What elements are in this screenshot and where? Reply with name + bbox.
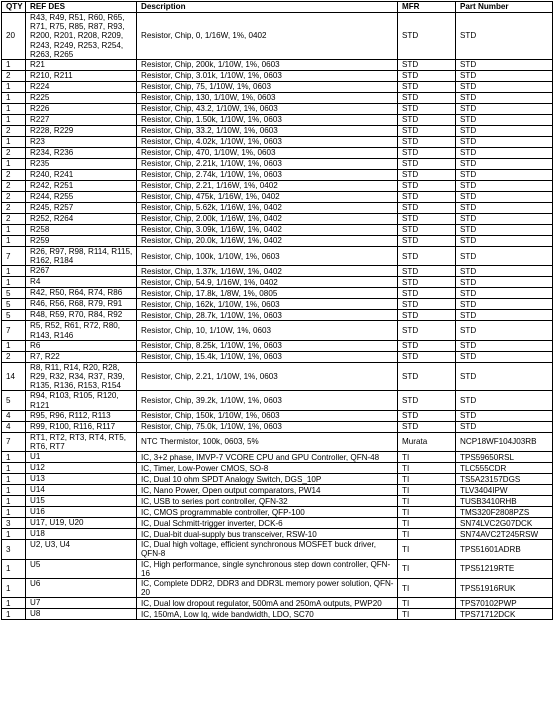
header-row — [2, 2, 553, 13]
description-cell: Resistor, Chip, 54.9, 1/16W, 1%, 0402 — [137, 277, 398, 288]
ref-des-cell: R43, R49, R51, R60, R65, R71, R75, R85, R87, R93, R200, R201, R208, R209, R243, R249, R253, R254, R263, R265 — [26, 13, 137, 60]
part-number-cell: STD — [456, 351, 553, 362]
qty-cell: 3 — [2, 540, 26, 559]
qty-cell: 7 — [2, 432, 26, 451]
part-number-cell: STD — [456, 60, 553, 71]
qty-cell: 2 — [2, 71, 26, 82]
ref-des-cell: U5 — [26, 559, 137, 578]
col-header-mfr: MFR — [398, 2, 456, 13]
col-header-description: Description — [137, 2, 398, 13]
ref-des-cell: R5, R52, R61, R72, R80, R143, R146 — [26, 321, 137, 340]
ref-des-cell: R227 — [26, 115, 137, 126]
qty-cell: 1 — [2, 507, 26, 518]
part-number-cell: TPS70102PWP — [456, 598, 553, 609]
ref-des-cell: R8, R11, R14, R20, R28, R29, R32, R34, R37, R39, R135, R136, R153, R154 — [26, 362, 137, 391]
qty-cell: 2 — [2, 181, 26, 192]
mfr-cell: STD — [398, 170, 456, 181]
mfr-cell: STD — [398, 214, 456, 225]
description-cell: IC, Dual high voltage, efficient synchronous MOSFET buck driver, QFN-8 — [137, 540, 398, 559]
description-cell: Resistor, Chip, 43.2, 1/10W, 1%, 0603 — [137, 104, 398, 115]
qty-cell: 1 — [2, 463, 26, 474]
description-cell: Resistor, Chip, 200k, 1/10W, 1%, 0603 — [137, 60, 398, 71]
table-row — [2, 181, 553, 192]
table-row — [2, 496, 553, 507]
mfr-cell: STD — [398, 266, 456, 277]
ref-des-cell: R26, R97, R98, R114, R115, R162, R184 — [26, 247, 137, 266]
description-cell: Resistor, Chip, 0, 1/16W, 1%, 0402 — [137, 13, 398, 60]
ref-des-cell: R235 — [26, 159, 137, 170]
part-number-cell: STD — [456, 115, 553, 126]
description-cell: IC, 150mA, Low Iq, wide bandwidth, LDO, SC70 — [137, 609, 398, 620]
col-header-ref-des: REF DES — [26, 2, 137, 13]
qty-cell: 1 — [2, 452, 26, 463]
mfr-cell: TI — [398, 507, 456, 518]
ref-des-cell: U2, U3, U4 — [26, 540, 137, 559]
mfr-cell: TI — [398, 474, 456, 485]
table-row — [2, 214, 553, 225]
ref-des-cell: R258 — [26, 225, 137, 236]
part-number-cell: TPS59650RSL — [456, 452, 553, 463]
description-cell: Resistor, Chip, 2.21, 1/10W, 1%, 0603 — [137, 362, 398, 391]
qty-cell: 1 — [2, 266, 26, 277]
ref-des-cell: R225 — [26, 93, 137, 104]
table-row — [2, 159, 553, 170]
mfr-cell: STD — [398, 247, 456, 266]
part-number-cell: STD — [456, 362, 553, 391]
table-row — [2, 485, 553, 496]
mfr-cell: STD — [398, 192, 456, 203]
ref-des-cell: R240, R241 — [26, 170, 137, 181]
description-cell: Resistor, Chip, 75.0k, 1/10W, 1%, 0603 — [137, 421, 398, 432]
part-number-cell: STD — [456, 71, 553, 82]
ref-des-cell: RT1, RT2, RT3, RT4, RT5, RT6, RT7 — [26, 432, 137, 451]
part-number-cell: TMS320F2808PZS — [456, 507, 553, 518]
mfr-cell: STD — [398, 93, 456, 104]
ref-des-cell: U17, U19, U20 — [26, 518, 137, 529]
mfr-cell: STD — [398, 410, 456, 421]
ref-des-cell: R259 — [26, 236, 137, 247]
qty-cell: 4 — [2, 410, 26, 421]
ref-des-cell: R210, R211 — [26, 71, 137, 82]
mfr-cell: STD — [398, 351, 456, 362]
mfr-cell: STD — [398, 137, 456, 148]
table-row — [2, 266, 553, 277]
description-cell: Resistor, Chip, 20.0k, 1/16W, 1%, 0402 — [137, 236, 398, 247]
table-row — [2, 137, 553, 148]
table-row — [2, 579, 553, 598]
mfr-cell: STD — [398, 225, 456, 236]
description-cell: Resistor, Chip, 162k, 1/10W, 1%, 0603 — [137, 299, 398, 310]
mfr-cell: STD — [398, 277, 456, 288]
table-row — [2, 321, 553, 340]
col-header-qty: QTY — [2, 2, 26, 13]
qty-cell: 1 — [2, 496, 26, 507]
qty-cell: 1 — [2, 93, 26, 104]
part-number-cell: STD — [456, 310, 553, 321]
table-row — [2, 340, 553, 351]
qty-cell: 1 — [2, 137, 26, 148]
mfr-cell: STD — [398, 203, 456, 214]
table-row — [2, 529, 553, 540]
table-row — [2, 391, 553, 410]
qty-cell: 7 — [2, 247, 26, 266]
part-number-cell: STD — [456, 321, 553, 340]
ref-des-cell: U1 — [26, 452, 137, 463]
mfr-cell: TI — [398, 496, 456, 507]
qty-cell: 1 — [2, 598, 26, 609]
table-row — [2, 104, 553, 115]
qty-cell: 1 — [2, 60, 26, 71]
mfr-cell: STD — [398, 13, 456, 60]
table-row — [2, 126, 553, 137]
part-number-cell: STD — [456, 192, 553, 203]
ref-des-cell: U8 — [26, 609, 137, 620]
part-number-cell: STD — [456, 214, 553, 225]
table-row — [2, 247, 553, 266]
qty-cell: 5 — [2, 310, 26, 321]
mfr-cell: STD — [398, 148, 456, 159]
part-number-cell: TPS51219RTE — [456, 559, 553, 578]
part-number-cell: STD — [456, 236, 553, 247]
part-number-cell: STD — [456, 203, 553, 214]
description-cell: Resistor, Chip, 2.21k, 1/10W, 1%, 0603 — [137, 159, 398, 170]
mfr-cell: STD — [398, 299, 456, 310]
description-cell: Resistor, Chip, 2.00k, 1/16W, 1%, 0402 — [137, 214, 398, 225]
part-number-cell: STD — [456, 391, 553, 410]
mfr-cell: TI — [398, 609, 456, 620]
table-row — [2, 609, 553, 620]
table-row — [2, 115, 553, 126]
description-cell: Resistor, Chip, 8.25k, 1/10W, 1%, 0603 — [137, 340, 398, 351]
table-row — [2, 299, 553, 310]
part-number-cell: TPS51601ADRB — [456, 540, 553, 559]
part-number-cell: STD — [456, 104, 553, 115]
qty-cell: 1 — [2, 559, 26, 578]
mfr-cell: STD — [398, 236, 456, 247]
qty-cell: 2 — [2, 148, 26, 159]
ref-des-cell: R46, R56, R68, R79, R91 — [26, 299, 137, 310]
table-row — [2, 13, 553, 60]
table-row — [2, 598, 553, 609]
description-cell: IC, Complete DDR2, DDR3 and DDR3L memory power solution, QFN-20 — [137, 579, 398, 598]
ref-des-cell: R245, R257 — [26, 203, 137, 214]
qty-cell: 1 — [2, 159, 26, 170]
description-cell: IC, Timer, Low-Power CMOS, SO-8 — [137, 463, 398, 474]
ref-des-cell: U15 — [26, 496, 137, 507]
description-cell: Resistor, Chip, 130, 1/10W, 1%, 0603 — [137, 93, 398, 104]
mfr-cell: Murata — [398, 432, 456, 451]
description-cell: IC, Dual low dropout regulator, 500mA and 250mA outputs, PWP20 — [137, 598, 398, 609]
description-cell: IC, Dual Schmitt-trigger inverter, DCK-6 — [137, 518, 398, 529]
description-cell: IC, Dual-bit dual-supply bus transceiver, RSW-10 — [137, 529, 398, 540]
mfr-cell: STD — [398, 60, 456, 71]
part-number-cell: STD — [456, 170, 553, 181]
mfr-cell: TI — [398, 463, 456, 474]
bom-body — [2, 13, 553, 620]
qty-cell: 4 — [2, 421, 26, 432]
description-cell: IC, CMOS programmable controller, QFP-100 — [137, 507, 398, 518]
ref-des-cell: R94, R103, R105, R120, R121 — [26, 391, 137, 410]
table-row — [2, 203, 553, 214]
table-row — [2, 288, 553, 299]
part-number-cell: SN74AVC2T245RSW — [456, 529, 553, 540]
table-row — [2, 463, 553, 474]
qty-cell: 1 — [2, 82, 26, 93]
qty-cell: 5 — [2, 391, 26, 410]
ref-des-cell: R242, R251 — [26, 181, 137, 192]
table-row — [2, 452, 553, 463]
qty-cell: 2 — [2, 192, 26, 203]
mfr-cell: TI — [398, 598, 456, 609]
mfr-cell: STD — [398, 321, 456, 340]
part-number-cell: STD — [456, 181, 553, 192]
part-number-cell: STD — [456, 82, 553, 93]
qty-cell: 1 — [2, 225, 26, 236]
ref-des-cell: U7 — [26, 598, 137, 609]
mfr-cell: STD — [398, 71, 456, 82]
description-cell: Resistor, Chip, 75, 1/10W, 1%, 0603 — [137, 82, 398, 93]
qty-cell: 1 — [2, 529, 26, 540]
qty-cell: 1 — [2, 609, 26, 620]
qty-cell: 2 — [2, 126, 26, 137]
part-number-cell: STD — [456, 410, 553, 421]
part-number-cell: STD — [456, 277, 553, 288]
table-row — [2, 148, 553, 159]
ref-des-cell: U12 — [26, 463, 137, 474]
table-row — [2, 310, 553, 321]
description-cell: Resistor, Chip, 17.8k, 1/8W, 1%, 0805 — [137, 288, 398, 299]
part-number-cell: TPS71712DCK — [456, 609, 553, 620]
description-cell: Resistor, Chip, 1.50k, 1/10W, 1%, 0603 — [137, 115, 398, 126]
mfr-cell: STD — [398, 362, 456, 391]
mfr-cell: TI — [398, 559, 456, 578]
part-number-cell: NCP18WF104J03RB — [456, 432, 553, 451]
description-cell: Resistor, Chip, 150k, 1/10W, 1%, 0603 — [137, 410, 398, 421]
mfr-cell: STD — [398, 340, 456, 351]
table-row — [2, 60, 553, 71]
description-cell: Resistor, Chip, 10, 1/10W, 1%, 0603 — [137, 321, 398, 340]
table-row — [2, 170, 553, 181]
part-number-cell: TUSB3410RHB — [456, 496, 553, 507]
description-cell: IC, High performance, single synchronous step down controller, QFN-16 — [137, 559, 398, 578]
qty-cell: 1 — [2, 277, 26, 288]
qty-cell: 1 — [2, 236, 26, 247]
mfr-cell: TI — [398, 579, 456, 598]
description-cell: NTC Thermistor, 100k, 0603, 5% — [137, 432, 398, 451]
part-number-cell: TLC555CDR — [456, 463, 553, 474]
part-number-cell: STD — [456, 340, 553, 351]
part-number-cell: STD — [456, 148, 553, 159]
qty-cell: 2 — [2, 351, 26, 362]
table-row — [2, 93, 553, 104]
description-cell: Resistor, Chip, 3.01k, 1/10W, 1%, 0603 — [137, 71, 398, 82]
ref-des-cell: R48, R59, R70, R84, R92 — [26, 310, 137, 321]
description-cell: Resistor, Chip, 5.62k, 1/16W, 1%, 0402 — [137, 203, 398, 214]
qty-cell: 5 — [2, 299, 26, 310]
qty-cell: 3 — [2, 518, 26, 529]
ref-des-cell: R224 — [26, 82, 137, 93]
mfr-cell: STD — [398, 126, 456, 137]
part-number-cell: STD — [456, 159, 553, 170]
table-row — [2, 540, 553, 559]
mfr-cell: STD — [398, 104, 456, 115]
mfr-cell: TI — [398, 452, 456, 463]
part-number-cell: STD — [456, 225, 553, 236]
table-row — [2, 474, 553, 485]
qty-cell: 1 — [2, 115, 26, 126]
table-row — [2, 236, 553, 247]
qty-cell: 1 — [2, 485, 26, 496]
qty-cell: 1 — [2, 579, 26, 598]
ref-des-cell: R42, R50, R64, R74, R86 — [26, 288, 137, 299]
ref-des-cell: R226 — [26, 104, 137, 115]
table-row — [2, 559, 553, 578]
table-row — [2, 225, 553, 236]
description-cell: Resistor, Chip, 39.2k, 1/10W, 1%, 0603 — [137, 391, 398, 410]
mfr-cell: TI — [398, 540, 456, 559]
qty-cell: 2 — [2, 170, 26, 181]
ref-des-cell: R4 — [26, 277, 137, 288]
ref-des-cell: R267 — [26, 266, 137, 277]
mfr-cell: TI — [398, 518, 456, 529]
description-cell: Resistor, Chip, 4.02k, 1/10W, 1%, 0603 — [137, 137, 398, 148]
mfr-cell: STD — [398, 288, 456, 299]
mfr-cell: STD — [398, 391, 456, 410]
part-number-cell: STD — [456, 137, 553, 148]
ref-des-cell: U14 — [26, 485, 137, 496]
description-cell: IC, 3+2 phase, IMVP-7 VCORE CPU and GPU Controller, QFN-48 — [137, 452, 398, 463]
mfr-cell: TI — [398, 485, 456, 496]
table-row — [2, 82, 553, 93]
description-cell: Resistor, Chip, 3.09k, 1/16W, 1%, 0402 — [137, 225, 398, 236]
table-row — [2, 421, 553, 432]
mfr-cell: STD — [398, 159, 456, 170]
description-cell: Resistor, Chip, 100k, 1/10W, 1%, 0603 — [137, 247, 398, 266]
part-number-cell: STD — [456, 266, 553, 277]
ref-des-cell: R234, R236 — [26, 148, 137, 159]
part-number-cell: STD — [456, 13, 553, 60]
table-row — [2, 192, 553, 203]
ref-des-cell: R99, R100, R116, R117 — [26, 421, 137, 432]
description-cell: Resistor, Chip, 2.21, 1/16W, 1%, 0402 — [137, 181, 398, 192]
description-cell: IC, Nano Power, Open output comparators, PW14 — [137, 485, 398, 496]
table-row — [2, 277, 553, 288]
qty-cell: 1 — [2, 340, 26, 351]
table-row — [2, 351, 553, 362]
table-row — [2, 507, 553, 518]
table-row — [2, 71, 553, 82]
ref-des-cell: U16 — [26, 507, 137, 518]
part-number-cell: TS5A23157DGS — [456, 474, 553, 485]
ref-des-cell: R7, R22 — [26, 351, 137, 362]
description-cell: Resistor, Chip, 1.37k, 1/16W, 1%, 0402 — [137, 266, 398, 277]
ref-des-cell: U13 — [26, 474, 137, 485]
description-cell: Resistor, Chip, 33.2, 1/10W, 1%, 0603 — [137, 126, 398, 137]
part-number-cell: STD — [456, 126, 553, 137]
ref-des-cell: U6 — [26, 579, 137, 598]
ref-des-cell: R95, R96, R112, R113 — [26, 410, 137, 421]
table-row — [2, 362, 553, 391]
description-cell: IC, USB to series port controller, QFN-32 — [137, 496, 398, 507]
qty-cell: 20 — [2, 13, 26, 60]
ref-des-cell: R228, R229 — [26, 126, 137, 137]
description-cell: Resistor, Chip, 475k, 1/16W, 1%, 0402 — [137, 192, 398, 203]
part-number-cell: SN74LVC2G07DCK — [456, 518, 553, 529]
part-number-cell: STD — [456, 421, 553, 432]
qty-cell: 1 — [2, 474, 26, 485]
bom-table — [1, 1, 553, 620]
qty-cell: 2 — [2, 214, 26, 225]
description-cell: Resistor, Chip, 470, 1/10W, 1%, 0603 — [137, 148, 398, 159]
part-number-cell: TLV3404IPW — [456, 485, 553, 496]
table-row — [2, 432, 553, 451]
description-cell: Resistor, Chip, 28.7k, 1/10W, 1%, 0603 — [137, 310, 398, 321]
part-number-cell: STD — [456, 288, 553, 299]
ref-des-cell: R244, R255 — [26, 192, 137, 203]
qty-cell: 1 — [2, 104, 26, 115]
ref-des-cell: U18 — [26, 529, 137, 540]
mfr-cell: TI — [398, 529, 456, 540]
mfr-cell: STD — [398, 181, 456, 192]
part-number-cell: STD — [456, 93, 553, 104]
part-number-cell: TPS51916RUK — [456, 579, 553, 598]
table-row — [2, 518, 553, 529]
part-number-cell: STD — [456, 299, 553, 310]
qty-cell: 5 — [2, 288, 26, 299]
description-cell: IC, Dual 10 ohm SPDT Analogy Switch, DGS_10P — [137, 474, 398, 485]
mfr-cell: STD — [398, 421, 456, 432]
description-cell: Resistor, Chip, 2.74k, 1/10W, 1%, 0603 — [137, 170, 398, 181]
ref-des-cell: R21 — [26, 60, 137, 71]
mfr-cell: STD — [398, 310, 456, 321]
description-cell: Resistor, Chip, 15.4k, 1/10W, 1%, 0603 — [137, 351, 398, 362]
mfr-cell: STD — [398, 115, 456, 126]
qty-cell: 14 — [2, 362, 26, 391]
qty-cell: 2 — [2, 203, 26, 214]
table-row — [2, 410, 553, 421]
ref-des-cell: R6 — [26, 340, 137, 351]
col-header-part-number: Part Number — [456, 2, 553, 13]
mfr-cell: STD — [398, 82, 456, 93]
qty-cell: 7 — [2, 321, 26, 340]
ref-des-cell: R23 — [26, 137, 137, 148]
ref-des-cell: R252, R264 — [26, 214, 137, 225]
part-number-cell: STD — [456, 247, 553, 266]
